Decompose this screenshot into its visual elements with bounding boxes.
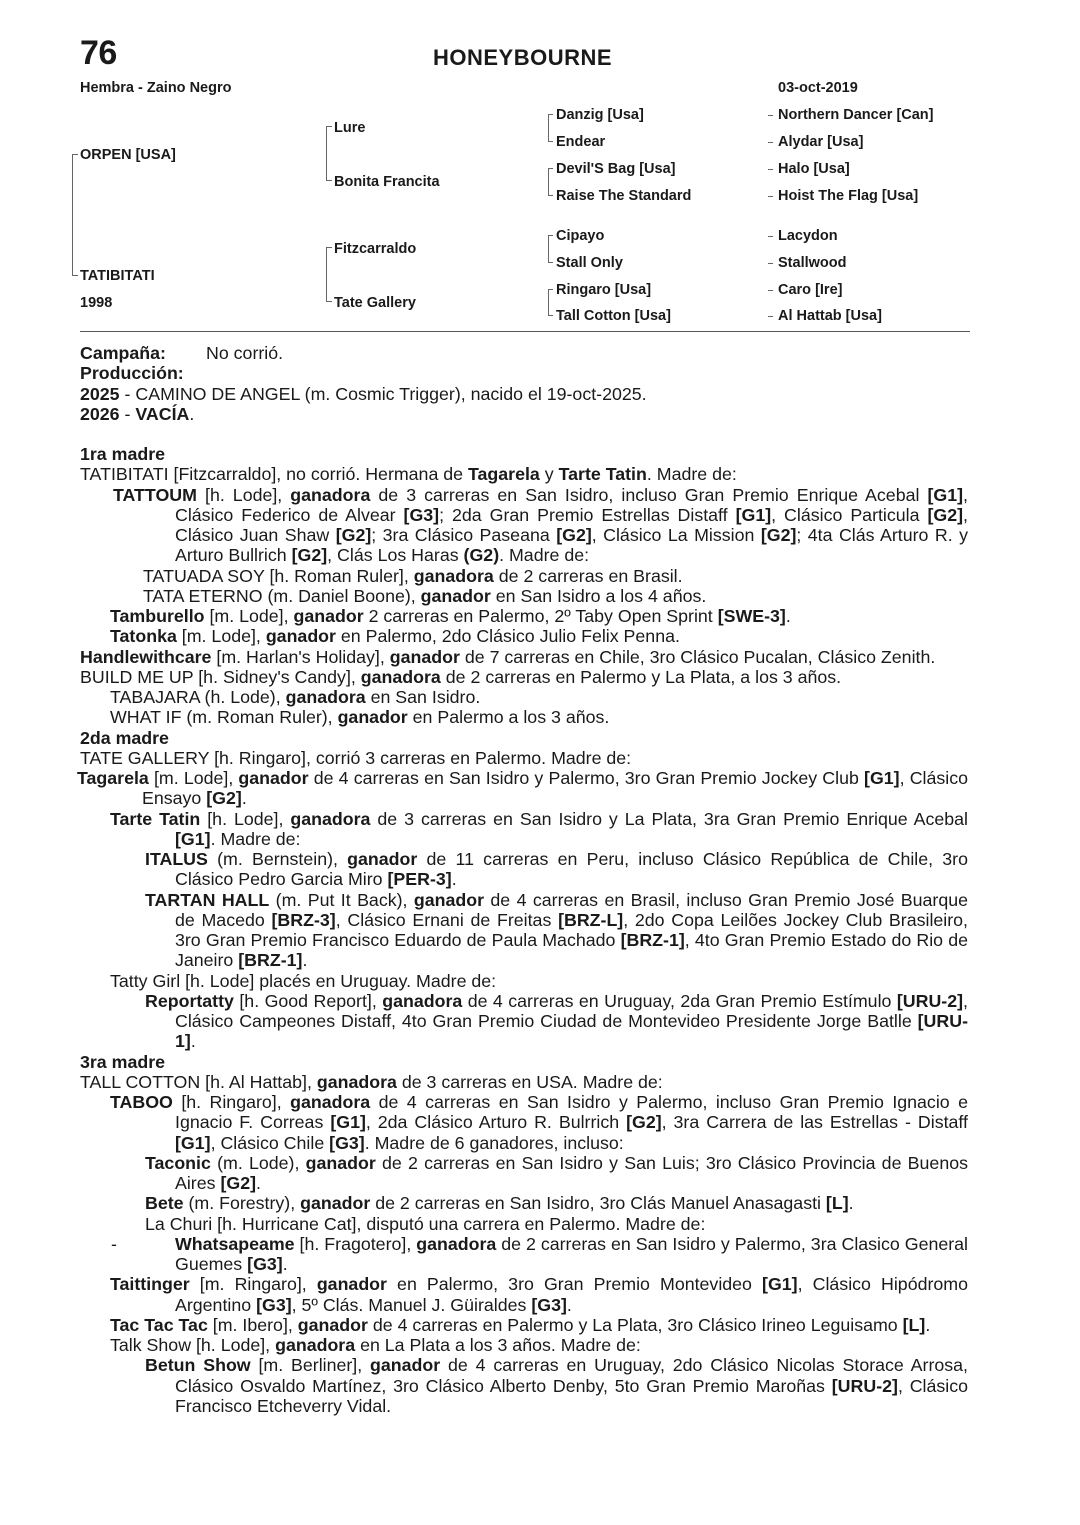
produce-entry: TARTAN HALL (m. Put It Back), ganador de 4 carreras en Brasil, incluso Gran Premio José Buarque de Macedo [BRZ-3], Clásico Ernani de Freitas [BRZ-L], 2do Copa Leilões Jockey Club Brasileiro, 3ro Gran Premio Francisco Eduardo de Paula Machado [BRZ-1], 4to Gran Premio Estado do Rio de Janeiro [BRZ-1]. xyxy=(145,889,969,971)
produce-entry: TATUADA SOY [h. Roman Ruler], ganadora de 2 carreras en Brasil. xyxy=(143,565,683,586)
second-dam-intro: TATE GALLERY [h. Ringaro], corrió 3 carreras en Palermo. Madre de: xyxy=(80,747,632,768)
pedigree-gen3-item: Danzig [Usa] xyxy=(556,107,644,123)
pedigree-sire: ORPEN [USA] xyxy=(80,147,176,163)
third-dam-heading: 3ra madre xyxy=(80,1051,166,1072)
produce-entry: ITALUS (m. Bernstein), ganador de 11 carreras en Peru, incluso Clásico República de Chile, 3ro Clásico Pedro Garcia Miro [PER-3]. xyxy=(145,849,968,890)
bracket-line xyxy=(326,180,332,181)
pedigree-gen4-item: Lacydon xyxy=(778,228,838,244)
catalog-body xyxy=(77,343,969,1416)
produce-entry: TATTOUM [h. Lode], ganadora de 3 carreras en San Isidro, incluso Gran Premio Enrique Acebal [G1], Clásico Federico de Alvear [G3]; 2da Gran Premio Estrellas Distaff [G1], Clásico Particula [G2], Clásico Juan Shaw [G2]; 3ra Clásico Paseana [G2], Clásico La Mission [G2]; 4ta Clás Arturo R. y Arturo Bullrich [G2], Clás Los Haras (G2). Madre de: xyxy=(113,484,968,566)
pedigree-gen4-item: Halo [Usa] xyxy=(778,161,850,177)
bracket-line xyxy=(548,195,553,196)
production-heading: Producción: xyxy=(80,363,184,384)
bracket-line xyxy=(548,315,553,316)
pedigree-gen4-item: Alydar [Usa] xyxy=(778,134,864,150)
pedigree-gen2-item: Bonita Francita xyxy=(334,174,440,190)
second-dam-heading: 2da madre xyxy=(80,727,169,748)
produce-entry: TABOO [h. Ringaro], ganadora de 4 carreras en San Isidro y Palermo, incluso Gran Premio Ignacio e Ignacio F. Correas [G1], 2da Clásico Arturo R. Bulrrich [G2], 3ra Carrera de las Estrellas - Distaff [G1], Clásico Chile [G3]. Madre de 6 ganadores, incluso: xyxy=(110,1092,968,1153)
produce-entry: WHAT IF (m. Roman Ruler), ganador en Palermo a los 3 años. xyxy=(110,707,610,728)
produce-entry: Tamburello [m. Lode], ganador 2 carreras en Palermo, 2º Taby Open Sprint [SWE-3]. xyxy=(110,606,791,626)
pedigree-gen3-item: Stall Only xyxy=(556,255,623,271)
produce-entry: Handlewithcare [m. Harlan's Holiday], ganador de 7 carreras en Chile, 3ro Clásico Pucalan, Clásico Zenith. xyxy=(80,646,936,667)
first-dam-intro: TATIBITATI [Fitzcarraldo], no corrió. Hermana de Tagarela y Tarte Tatin. Madre de: xyxy=(80,464,737,485)
pedigree-dam: TATIBITATI xyxy=(80,268,155,284)
pedigree-gen3-item: Endear xyxy=(556,134,606,150)
pedigree-gen3-item: Ringaro [Usa] xyxy=(556,282,652,298)
production-2026: 2026 - VACÍA. xyxy=(80,403,195,424)
pedigree-dam-year: 1998 xyxy=(80,295,113,311)
produce-entry: TATA ETERNO (m. Daniel Boone), ganador en San Isidro a los 4 años. xyxy=(143,585,707,606)
produce-entry: - Whatsapeame [h. Fragotero], ganadora de 2 carreras en San Isidro y Palermo, 3ra Clasico General Guemes [G3]. xyxy=(111,1233,969,1274)
pedigree-gen3-item: Raise The Standard xyxy=(556,188,692,204)
birth-date: 03-oct-2019 xyxy=(778,80,858,96)
produce-entry: Tagarela [m. Lode], ganador de 4 carreras en San Isidro y Palermo, 3ro Gran Premio Jockey Club [G1], Clásico Ensayo [G2]. xyxy=(77,768,968,809)
pedigree-gen4-item: Stallwood xyxy=(778,255,847,271)
produce-entry: BUILD ME UP [h. Sidney's Candy], ganadora de 2 carreras en Palermo y La Plata, a los 3 años. xyxy=(80,666,842,687)
produce-entry: Taittinger [m. Ringaro], ganador en Palermo, 3ro Gran Premio Montevideo [G1], Clásico Hipódromo Argentino [G3], 5º Clás. Manuel J. Güiraldes [G3]. xyxy=(110,1274,968,1315)
produce-entry: TABAJARA (h. Lode), ganadora en San Isidro. xyxy=(110,687,481,707)
dash-line xyxy=(768,142,773,143)
pedigree-gen3-item: Tall Cotton [Usa] xyxy=(556,308,671,324)
pedigree-gen2-item: Tate Gallery xyxy=(334,295,416,311)
bracket-line xyxy=(72,154,73,276)
lot-number: 76 xyxy=(80,34,117,72)
first-dam-heading: 1ra madre xyxy=(80,444,166,464)
pedigree-divider xyxy=(80,331,970,332)
bracket-line xyxy=(548,289,549,315)
dash-line xyxy=(768,290,773,291)
pedigree-gen4-item: Hoist The Flag [Usa] xyxy=(778,188,919,204)
produce-entry: Tatty Girl [h. Lode] placés en Uruguay. Madre de: xyxy=(110,970,497,991)
campaign-line: Campaña: No corrió. xyxy=(80,343,284,363)
production-2025: 2025 - CAMINO DE ANGEL (m. Cosmic Trigger), nacido el 19-oct-2025. xyxy=(80,383,647,404)
third-dam-intro: TALL COTTON [h. Al Hattab], ganadora de 3 carreras en USA. Madre de: xyxy=(80,1071,663,1092)
dash-line xyxy=(768,263,773,264)
horse-name: HONEYBOURNE xyxy=(432,45,613,70)
produce-entry: Talk Show [h. Lode], ganadora en La Plata a los 3 años. Madre de: xyxy=(110,1335,641,1355)
dash-line xyxy=(768,196,773,197)
dash-line xyxy=(768,115,773,116)
dash-line xyxy=(768,169,773,170)
produce-entry: Tatonka [m. Lode], ganador en Palermo, 2do Clásico Julio Felix Penna. xyxy=(110,626,680,647)
sex-color: Hembra - Zaino Negro xyxy=(80,80,232,96)
bracket-line xyxy=(326,126,327,181)
bracket-line xyxy=(548,141,553,142)
bracket-line xyxy=(548,168,549,195)
produce-entry: Betun Show [m. Berliner], ganador de 4 carreras en Uruguay, 2do Clásico Nicolas Storace Arrosa, Clásico Osvaldo Martínez, 3ro Clásico Alberto Denby, 5to Gran Premio Maroñas [URU-2], Clásico Francisco Etcheverry Vidal. xyxy=(145,1355,968,1416)
bracket-line xyxy=(72,275,78,276)
pedigree-gen4-item: Northern Dancer [Can] xyxy=(778,107,934,123)
pedigree-gen2-item: Fitzcarraldo xyxy=(334,241,417,257)
pedigree-gen4-item: Caro [Ire] xyxy=(778,282,843,298)
bracket-line xyxy=(326,247,327,302)
bracket-line xyxy=(548,114,549,141)
produce-entry: Tarte Tatin [h. Lode], ganadora de 3 carreras en San Isidro y La Plata, 3ra Gran Premio Enrique Acebal [G1]. Madre de: xyxy=(110,808,968,849)
pedigree-gen4-item: Al Hattab [Usa] xyxy=(778,308,882,324)
bracket-line xyxy=(548,262,553,263)
produce-entry: Bete (m. Forestry), ganador de 2 carreras en San Isidro, 3ro Clás Manuel Anasagasti [L]. xyxy=(145,1193,854,1214)
pedigree-gen3-item: Devil'S Bag [Usa] xyxy=(556,161,676,177)
bracket-line xyxy=(548,235,549,262)
pedigree-gen3-item: Cipayo xyxy=(556,228,605,244)
produce-entry: Taconic (m. Lode), ganador de 2 carreras en San Isidro y San Luis; 3ro Clásico Provincia de Buenos Aires [G2]. xyxy=(145,1152,968,1193)
dash-line xyxy=(768,316,773,317)
produce-entry: Reportatty [h. Good Report], ganadora de 4 carreras en Uruguay, 2da Gran Premio Estímulo [URU-2], Clásico Campeones Distaff, 4to Gran Premio Ciudad de Montevideo Presidente Jorge Batlle [URU-1]. xyxy=(145,990,968,1052)
pedigree-gen2-item: Lure xyxy=(334,120,366,136)
dash-line xyxy=(768,236,773,237)
bracket-line xyxy=(326,301,332,302)
produce-entry: La Churi [h. Hurricane Cat], disputó una carrera en Palermo. Madre de: xyxy=(145,1213,706,1234)
produce-entry: Tac Tac Tac [m. Ibero], ganador de 4 carreras en Palermo y La Plata, 3ro Clásico Irineo Leguisamo [L]. xyxy=(110,1314,931,1335)
